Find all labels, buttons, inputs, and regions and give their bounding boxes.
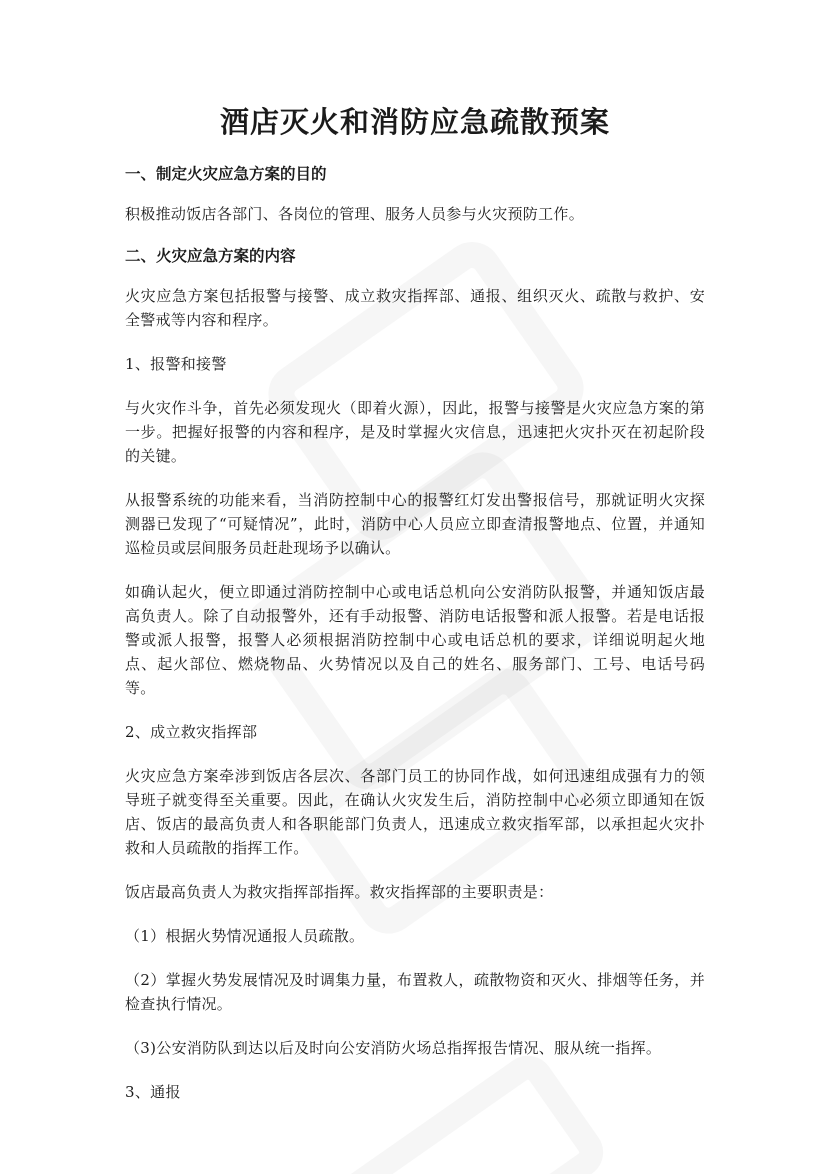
paragraph: 饭店最高负责人为救灾指挥部指挥。救灾指挥部的主要职责是： xyxy=(125,883,554,901)
paragraph: 与火灾作斗争，首先必须发现火（即着火源），因此，报警与接警是火灾应急方案的第一步。把握好报警的内容和程序，是及时掌握火灾信息，迅速把火灾扑灭在初起阶段的关键。 xyxy=(125,399,705,465)
section-heading: 一、制定火灾应急方案的目的 xyxy=(125,165,327,183)
paragraph: 火灾应急方案牵涉到饭店各层次、各部门员工的协同作战，如何迅速组成强有力的领导班子就变得至关重要。因此，在确认火灾发生后，消防控制中心必须立即通知在饭店、饭店的最高负责人和各职能部门负责人，迅速成立救灾指军部，以承担起火灾扑救和人员疏散的指挥工作。 xyxy=(125,767,705,857)
list-item: （1）根据火势情况通报人员疏散。 xyxy=(125,927,365,945)
paragraph: 如确认起火，便立即通过消防控制中心或电话总机向公安消防队报警，并通知饭店最高负责人。除了自动报警外，还有手动报警、消防电话报警和派人报警。若是电话报警或派人报警，报警人必须根据消防控制中心或电话总机的要求，详细说明起火地点、起火部位、燃烧物品、火势情况以及自己的姓名、服务部门、工号、电话号码等。 xyxy=(125,583,705,697)
paragraph: 积极推动饭店各部门、各岗位的管理、服务人员参与火灾预防工作。 xyxy=(125,205,585,223)
paragraph: 从报警系统的功能来看，当消防控制中心的报警红灯发出警报信号，那就证明火灾探测器已发现了“可疑情况”，此时，消防中心人员应立即查清报警地点、位置，并通知巡检员或层间服务员赶赴现场予以确认。 xyxy=(125,491,705,557)
section-heading: 二、火灾应急方案的内容 xyxy=(125,247,296,265)
document-body xyxy=(125,102,705,1124)
list-item: （2）掌握火势发展情况及时调集力量，布置救人，疏散物资和灭火、排烟等任务，并检查执行情况。 xyxy=(125,971,705,1013)
document-title: 酒店灭火和消防应急疏散预案 xyxy=(219,105,610,139)
subsection-heading: 1、报警和接警 xyxy=(125,355,227,373)
list-item: （3)公安消防队到达以后及时向公安消防火场总指挥报告情况、服从统一指挥。 xyxy=(125,1039,662,1057)
subsection-heading: 3、通报 xyxy=(125,1083,181,1101)
subsection-heading: 2、成立救灾指挥部 xyxy=(125,723,258,741)
paragraph: 火灾应急方案包括报警与接警、成立救灾指挥部、通报、组织灭火、疏散与救护、安全警戒等内容和程序。 xyxy=(125,287,705,329)
